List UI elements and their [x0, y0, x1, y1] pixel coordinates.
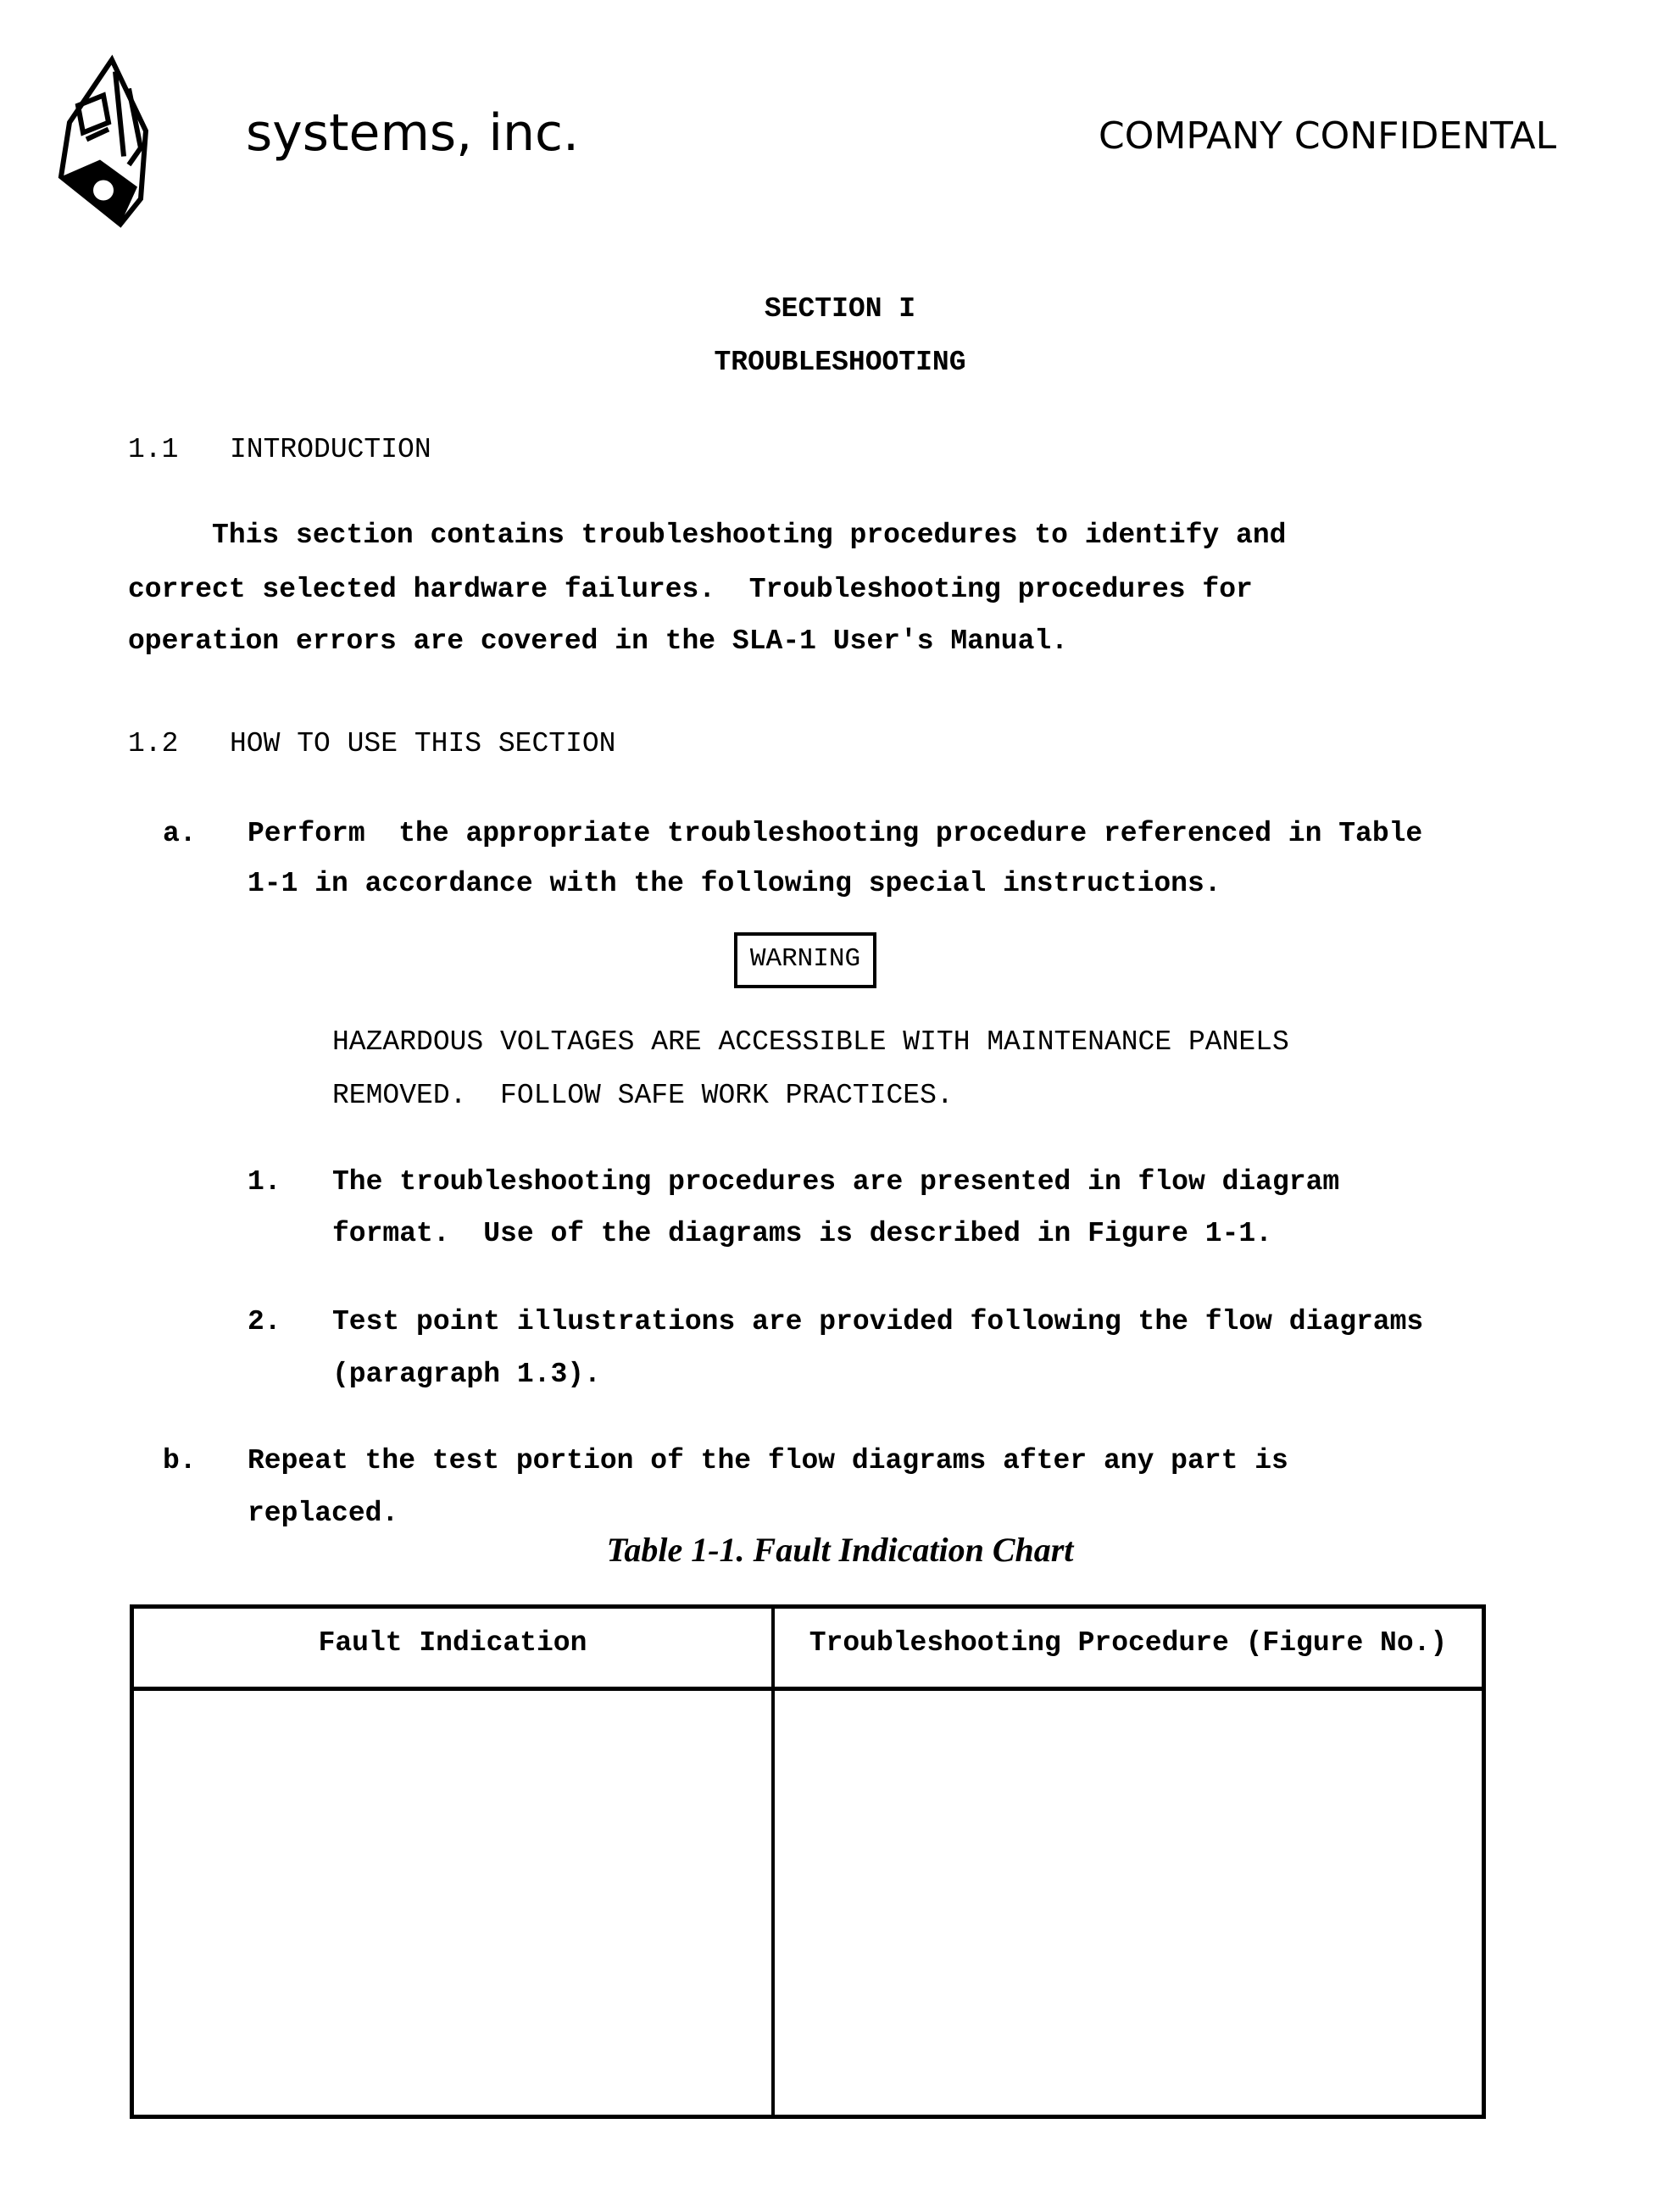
howto-heading: HOW TO USE THIS SECTION: [230, 727, 615, 761]
column-header-procedure: Troubleshooting Procedure (Figure No.): [775, 1627, 1482, 1659]
item-a-line: Perform the appropriate troubleshooting procedure referenced in Table: [248, 817, 1422, 851]
warning-line: HAZARDOUS VOLTAGES ARE ACCESSIBLE WITH MAINTENANCE PANELS: [332, 1026, 1289, 1059]
column-header-fault-indication: Fault Indication: [134, 1627, 771, 1659]
intro-line: correct selected hardware failures. Troubleshooting procedures for: [128, 573, 1253, 607]
company-name: systems, inc.: [246, 103, 579, 163]
warning-label: WARNING: [737, 944, 873, 974]
confidential-label: COMPANY CONFIDENTAL: [1099, 114, 1556, 158]
section-number: SECTION I: [0, 292, 1680, 326]
company-logo: [53, 54, 239, 228]
howto-number: 1.2: [128, 727, 178, 761]
item-a-line: 1-1 in accordance with the following special instructions.: [248, 867, 1221, 901]
item-1-line: The troubleshooting procedures are presented in flow diagram: [332, 1165, 1339, 1199]
column-divider: [771, 1609, 775, 2115]
fault-indication-table: [130, 1604, 1486, 2119]
intro-heading: INTRODUCTION: [230, 433, 431, 467]
item-1-line: format. Use of the diagrams is described in Figure 1-1.: [332, 1217, 1272, 1251]
warning-box: [734, 932, 876, 988]
intro-line: operation errors are covered in the SLA-1 User's Manual.: [128, 625, 1068, 659]
item-2-line: Test point illustrations are provided following the flow diagrams: [332, 1305, 1423, 1339]
item-1-marker: 1.: [248, 1165, 281, 1199]
item-2-marker: 2.: [248, 1305, 281, 1339]
item-b-line: Repeat the test portion of the flow diagrams after any part is: [248, 1444, 1288, 1478]
table-caption: Table 1-1. Fault Indication Chart: [0, 1530, 1680, 1570]
warning-line: REMOVED. FOLLOW SAFE WORK PRACTICES.: [332, 1079, 954, 1113]
item-b-marker: b.: [163, 1444, 197, 1478]
section-title: TROUBLESHOOTING: [0, 346, 1680, 380]
intro-line: This section contains troubleshooting procedures to identify and: [128, 519, 1286, 553]
intro-number: 1.1: [128, 433, 178, 467]
item-2-line: (paragraph 1.3).: [332, 1358, 601, 1392]
item-a-marker: a.: [163, 817, 197, 851]
item-b-line: replaced.: [248, 1497, 398, 1531]
